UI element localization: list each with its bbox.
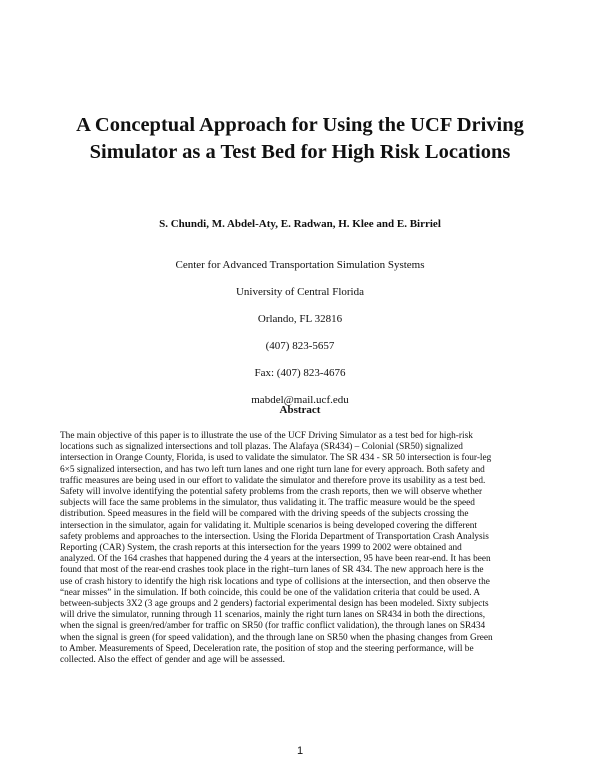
abstract-line: intersection in Orange County, Florida, is used to validate the simulator. The SR 434 - SR 50 intersection is four-leg <box>60 453 492 464</box>
affiliation-fax: Fax: (407) 823-4676 <box>254 367 346 379</box>
abstract-line: intersection in the simulator, again for validating it. Multiple scenarios is being developed covering the different <box>60 520 477 531</box>
paper-title <box>0 112 600 166</box>
affiliation-email: mabdel@mail.ucf.edu <box>251 394 349 406</box>
abstract-line: “near misses” in the simulation. If both coincide, this could be one of the validation criteria that could be used. A <box>60 587 481 598</box>
abstract-line: between-subjects 3X2 (3 age groups and 2 genders) factorial experimental design has been modeled. Sixty subjects <box>60 599 489 610</box>
title-line: Simulator as a Test Bed for High Risk Locations <box>89 141 511 163</box>
abstract-body <box>60 431 550 666</box>
abstract-line: use of crash history to identify the high risk locations and type of collisions at the intersection, and then observe the <box>60 576 490 587</box>
abstract-line: analyzed. Of the 164 crashes that happened during the 4 years at the intersection, 95 have been rear-end. It has been <box>60 554 491 565</box>
abstract-line: traffic measures are being used in our effort to validate the simulator and therefore prove its usability as a test bed. <box>60 475 486 486</box>
abstract-line: found that most of the rear-end crashes took place in the right–turn lanes of SR 434. The new approach here is the <box>60 565 484 576</box>
abstract-line: will drive the simulator, running through 11 scenarios, mainly the right turn lanes on SR434 in both the directions, <box>60 610 486 621</box>
abstract-line: Reporting (CAR) System, the crash reports at this intersection for the years 1999 to 2002 were obtained and <box>60 543 462 554</box>
abstract-line: distribution. Speed measures in the field will be compared with the driving speeds of the subjects crossing the <box>60 509 469 520</box>
abstract-line: to Amber. Measurements of Speed, Deceleration rate, the position of stop and the steering performance, will be <box>60 643 474 654</box>
abstract-line: safety problems and approaches to the intersection. Using the Florida Department of Transportation Crash Analysis <box>60 531 489 542</box>
affiliation-university: University of Central Florida <box>235 286 364 298</box>
affiliation-phone: (407) 823-5657 <box>265 340 335 352</box>
authors: S. Chundi, M. Abdel-Aty, E. Radwan, H. Klee and E. Birriel <box>159 218 441 230</box>
abstract-line: Safety will involve identifying the potential safety problems from the crash reports, then we will observe whether <box>60 487 483 498</box>
affiliation-address: Orlando, FL 32816 <box>257 313 343 325</box>
affiliation <box>0 258 600 420</box>
page-number: 1 <box>296 745 304 757</box>
abstract-line: The main objective of this paper is to illustrate the use of the UCF Driving Simulator as a test bed for high-risk <box>60 431 473 441</box>
abstract-line: subjects will face the same problems in the simulator, thus validating it. The traffic measure would be the speed <box>60 498 475 509</box>
abstract-line: collected. Also the effect of gender and age will be assessed. <box>60 655 285 666</box>
abstract-line: when the signal is green/red/amber for traffic on SR50 (for traffic conflict validation), the through lanes on SR434 <box>60 621 486 632</box>
abstract-line: when the signal is green (for speed validation), and the through lane on SR50 when the phasing changes from Green <box>60 632 493 643</box>
abstract-heading: Abstract <box>279 404 321 416</box>
abstract-line: locations such as signalized intersections and toll plazas. The Alafaya (SR434) – Colonial (SR50) signalized <box>60 442 463 453</box>
affiliation-center: Center for Advanced Transportation Simulation Systems <box>175 259 425 271</box>
title-line: A Conceptual Approach for Using the UCF Driving <box>76 114 524 136</box>
abstract-line: 6×5 signalized intersection, and has two left turn lanes and one right turn lane for every approach. Both safety and <box>60 464 485 475</box>
